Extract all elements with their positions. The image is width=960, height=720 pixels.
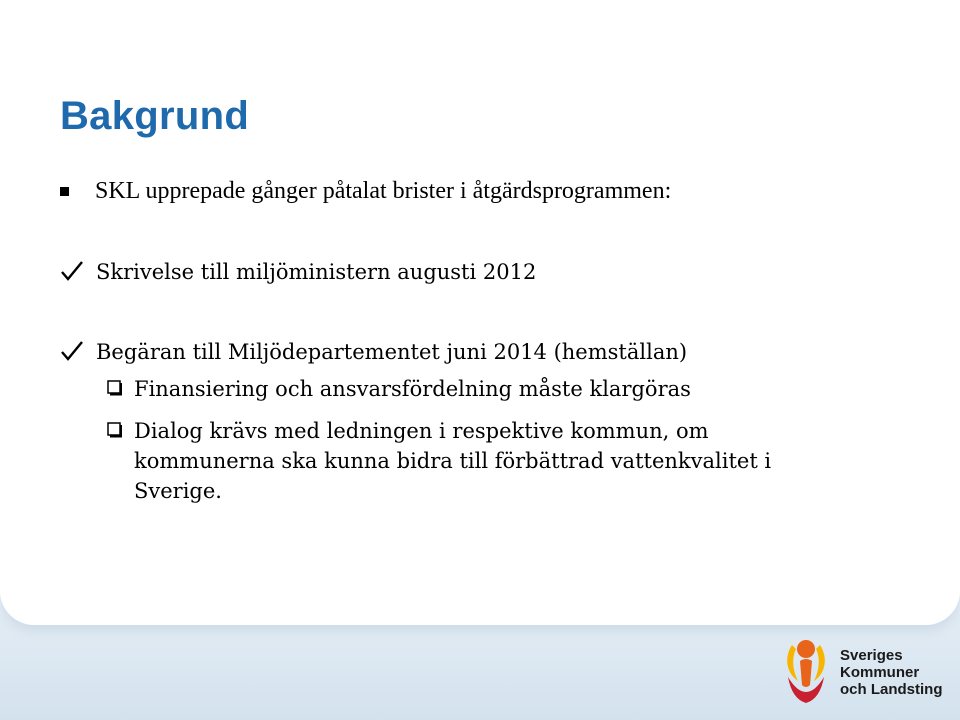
bullet-text: SKL upprepade gånger påtalat brister i åtgärdsprogrammen:: [95, 178, 672, 204]
square-bullet-icon: [60, 187, 69, 196]
slide-title: Bakgrund: [60, 94, 250, 138]
bullet-item-5: [106, 416, 854, 506]
skl-figure-logo-icon: [780, 637, 832, 707]
checkbox-bullet-icon: [106, 380, 122, 396]
bullet-text: Begäran till Miljödepartementet juni 2014 (hemställan): [96, 340, 688, 364]
logo-line-1: Sveriges: [840, 646, 903, 664]
bullet-item-2: [60, 257, 536, 287]
logo-line-3: och Landsting: [840, 680, 943, 698]
bullet-text: Dialog krävs med ledningen i respektive kommun, om kommunerna ska kunna bidra till förbättrad vattenkvalitet i Sverige.: [134, 419, 772, 503]
logo-line-2: Kommuner: [840, 663, 920, 681]
skl-logo: [780, 636, 950, 708]
bullet-item-1: [60, 176, 671, 206]
skl-logo-text: [840, 647, 943, 698]
checkmark-icon: [60, 340, 84, 362]
bullet-text: Finansiering och ansvarsfördelning måste klargöras: [134, 377, 691, 401]
checkmark-icon: [60, 260, 84, 282]
bullet-text: Skrivelse till miljöministern augusti 2012: [96, 260, 537, 284]
bullet-item-3: [60, 337, 687, 367]
bullet-item-4: [106, 374, 691, 404]
checkbox-bullet-icon: [106, 422, 122, 438]
